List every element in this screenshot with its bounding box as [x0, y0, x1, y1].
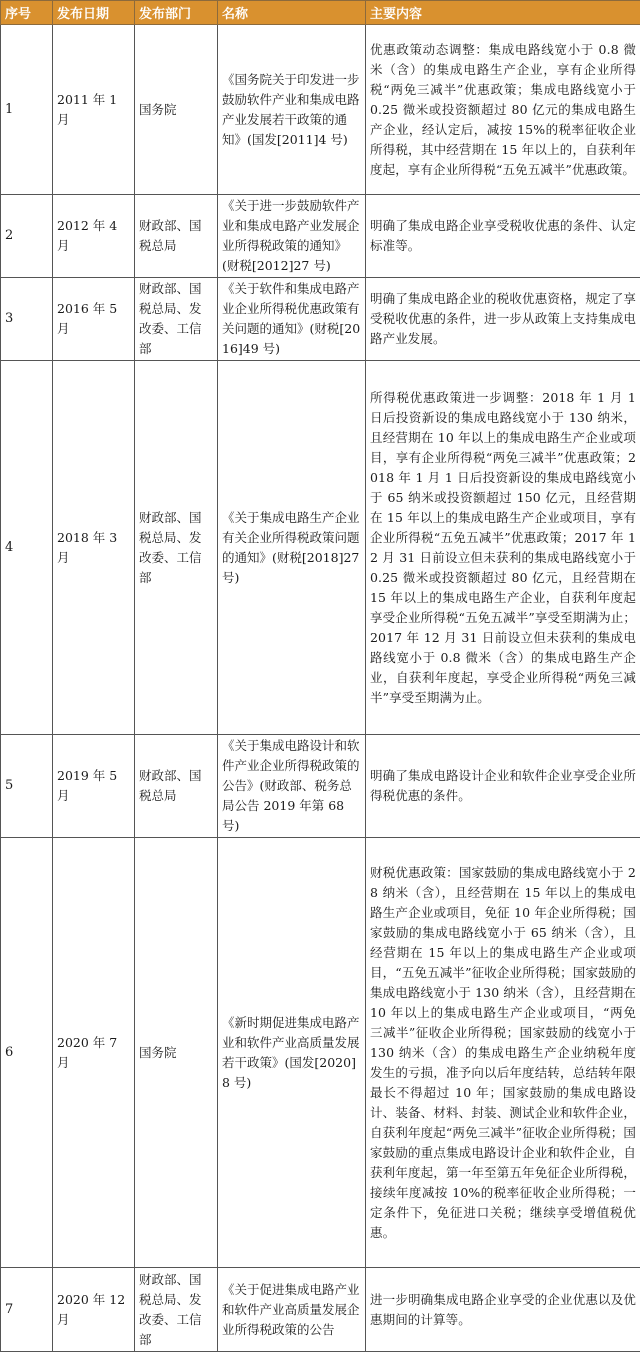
table-row [1, 278, 640, 361]
header-index: 序号 [1, 1, 53, 25]
row-title: 《新时期促进集成电路产业和软件产业高质量发展若干政策》(国发[2020]8 号) [218, 838, 366, 1268]
row-index: 5 [1, 735, 53, 838]
row-title: 《关于软件和集成电路产业企业所得税优惠政策有关问题的通知》(财税[2016]49 号) [218, 278, 366, 361]
row-index: 7 [1, 1268, 53, 1352]
header-department: 发布部门 [135, 1, 218, 25]
header-title: 名称 [218, 1, 366, 25]
row-content: 明确了集成电路设计企业和软件企业享受企业所得税优惠的条件。 [366, 735, 640, 838]
row-index: 2 [1, 195, 53, 278]
row-date: 2016 年 5 月 [53, 278, 135, 361]
table-row [1, 361, 640, 735]
table-header-row [1, 1, 640, 25]
row-department: 财政部、国税总局、发改委、工信部 [135, 1268, 218, 1352]
row-department: 财政部、国税总局 [135, 735, 218, 838]
row-content: 进一步明确集成电路企业享受的企业优惠以及优惠期间的计算等。 [366, 1268, 640, 1352]
table-row [1, 195, 640, 278]
row-date: 2020 年 7 月 [53, 838, 135, 1268]
row-title: 《国务院关于印发进一步鼓励软件产业和集成电路产业发展若干政策的通知》(国发[2011]4 号) [218, 25, 366, 195]
header-content: 主要内容 [366, 1, 640, 25]
row-title: 《关于集成电路生产企业有关企业所得税政策问题的通知》(财税[2018]27 号) [218, 361, 366, 735]
row-title: 《关于促进集成电路产业和软件产业高质量发展企业所得税政策的公告 [218, 1268, 366, 1352]
row-date: 2018 年 3 月 [53, 361, 135, 735]
row-index: 6 [1, 838, 53, 1268]
row-date: 2020 年 12 月 [53, 1268, 135, 1352]
row-title: 《关于集成电路设计和软件产业企业所得税政策的公告》(财政部、税务总局公告 2019 年第 68 号) [218, 735, 366, 838]
row-department: 国务院 [135, 838, 218, 1268]
table-row [1, 25, 640, 195]
row-index: 1 [1, 25, 53, 195]
row-date: 2011 年 1 月 [53, 25, 135, 195]
row-index: 4 [1, 361, 53, 735]
row-index: 3 [1, 278, 53, 361]
row-content: 财税优惠政策：国家鼓励的集成电路线宽小于 28 纳米（含），且经营期在 15 年以上的集成电路生产企业或项目，免征 10 年企业所得税；国家鼓励的集成电路线宽小于 65 纳米（含），且经营期在 15 年以上的集成电路生产企业或项目，“五免五减半”征收企业所得税；国家鼓励的集成电路线宽小于 130 纳米（含），且经营期在 10 年以上的集成电路生产企业或项目，“两免三减半”征收企业所得税；国家鼓励的线宽小于 130 纳米（含）的集成电路生产企业纳税年度发生的亏损，准予向以后年度结转，总结转年限最长不得超过 10 年；国家鼓励的集成电路设计、装备、材料、封装、测试企业和软件企业，自获利年度起“两免三减半”征收企业所得税；国家鼓励的重点集成电路设计企业和软件企业，自获利年度起，第一年至第五年免征企业所得税，接续年度减按 10%的税率征收企业所得税；一定条件下，免征进口关税；继续享受增值税优惠。 [366, 838, 640, 1268]
header-date: 发布日期 [53, 1, 135, 25]
row-content: 优惠政策动态调整：集成电路线宽小于 0.8 微米（含）的集成电路生产企业，享有企业所得税“两免三减半”优惠政策；集成电路线宽小于 0.25 微米或投资额超过 80 亿元的集成电路生产企业，经认定后，减按 15%的税率征收企业所得税，其中经营期在 15 年以上的，自获利年度起，享有企业所得税“五免五减半”优惠政策。 [366, 25, 640, 195]
row-department: 财政部、国税总局、发改委、工信部 [135, 361, 218, 735]
row-date: 2019 年 5 月 [53, 735, 135, 838]
table-row [1, 1268, 640, 1352]
row-department: 国务院 [135, 25, 218, 195]
row-content: 明确了集成电路企业的税收优惠资格，规定了享受税收优惠的条件，进一步从政策上支持集成电路产业发展。 [366, 278, 640, 361]
table-row [1, 838, 640, 1268]
row-content: 所得税优惠政策进一步调整：2018 年 1 月 1 日后投资新设的集成电路线宽小于 130 纳米，且经营期在 10 年以上的集成电路生产企业或项目，享有企业所得税“两免三减半”优惠政策；2018 年 1 月 1 日后投资新设的集成电路线宽小于 65 纳米或投资额超过 150 亿元，且经营期在 15 年以上的集成电路生产企业或项目，享有企业所得税“五免五减半”优惠政策；2017 年 12 月 31 日前设立但未获利的集成电路线宽小于 0.25 微米或投资额超过 80 亿元，且经营期在 15 年以上的集成电路生产企业，自获利年度起享受企业所得税“五免五减半”享受至期满为止；2017 年 12 月 31 日前设立但未获利的集成电路线宽小于 0.8 微米（含）的集成电路生产企业，自获利年度起，享受企业所得税“两免三减半”享受至期满为止。 [366, 361, 640, 735]
row-content: 明确了集成电路企业享受税收优惠的条件、认定标准等。 [366, 195, 640, 278]
table-row [1, 735, 640, 838]
row-department: 财政部、国税总局 [135, 195, 218, 278]
row-date: 2012 年 4 月 [53, 195, 135, 278]
row-title: 《关于进一步鼓励软件产业和集成电路产业发展企业所得税政策的通知》(财税[2012]27 号) [218, 195, 366, 278]
row-department: 财政部、国税总局、发改委、工信部 [135, 278, 218, 361]
